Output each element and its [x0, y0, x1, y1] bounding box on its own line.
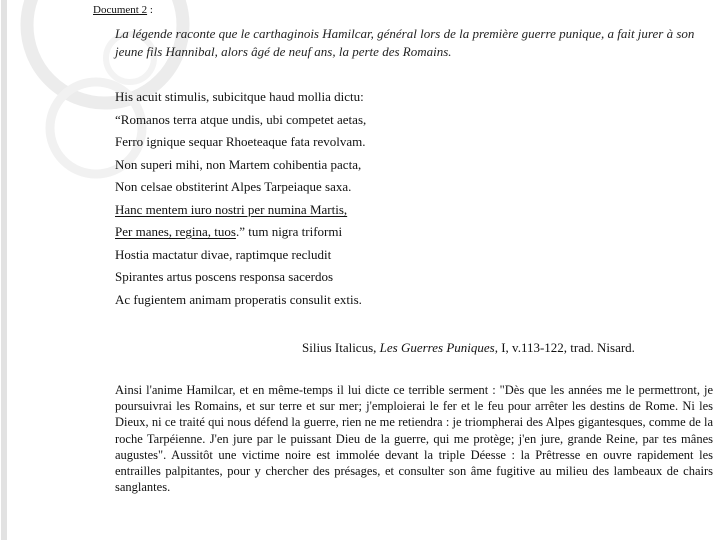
document-label — [93, 4, 153, 17]
latin-poem — [115, 88, 675, 313]
poem-line — [115, 201, 675, 224]
poem-line: Non superi mihi, non Martem cohibentia pacta, — [115, 156, 362, 172]
translation-paragraph: Ainsi l'anime Hamilcar, et en même-temps il lui dicte ce terrible serment : "Dès que les années me le permettront, je poursuivrai les Romains, et sur terre et sur mer; j'emploierai le fer et le feu pour arrêter les destins de Rome. Ni les Dieux, ni ce traité qui nous défend la guerre, rien ne me retiendra : je triompherai des Alpes gigantesques, comme de la roche Tarpéienne. J'en jure par le puissant Dieu de la guerre, qui me protège; j'en jure, grande Reine, par tes mânes augustes". Aussitôt une victime noire est immolée devant la triple Déesse : la Prêtresse en ouvre rapidement les entrailles palpitantes, pour y chercher des présages, et consulter son âme fugitive au milieu des lambeaux de chairs sanglantes. — [115, 383, 713, 495]
poem-line-rest: .” tum nigra triformi — [235, 224, 343, 239]
poem-line — [115, 223, 675, 246]
poem-line: Non celsae obstiterint Alpes Tarpeiaque saxa. — [115, 179, 352, 194]
underlined-oath-text: Hanc mentem iuro nostri per numina Martis, — [115, 201, 348, 217]
intro-paragraph: La légende raconte que le carthaginois Hamilcar, général lors de la première guerre punique, a fait jurer à son jeune fils Hannibal, alors âgé de neuf ans, la perte des Romains. — [115, 26, 695, 59]
poem-line: “Romanos terra atque undis, ubi competet aetas, — [115, 111, 367, 127]
poem-line: His acuit stimulis, subicitque haud mollia dictu: — [115, 89, 364, 104]
citation-reference: , I, v.113-122, trad. Nisard. — [494, 340, 635, 355]
document-label-suffix: : — [147, 4, 153, 16]
citation-author: Silius Italicus, — [302, 340, 380, 355]
poem-line: Ferro ignique sequar Rhoeteaque fata revolvam. — [115, 134, 366, 149]
poem-line: Hostia mactatur divae, raptimque recludit — [115, 246, 332, 262]
poem-line: Ac fugientem animam properatis consulit extis. — [115, 291, 362, 307]
poem-line: Spirantes artus poscens responsa sacerdos — [115, 269, 334, 284]
citation-work: Les Guerres Puniques — [379, 340, 495, 355]
underlined-oath-text: Per manes, regina, tuos — [115, 224, 236, 239]
document-label-text: Document 2 — [93, 4, 148, 16]
citation — [302, 339, 635, 356]
